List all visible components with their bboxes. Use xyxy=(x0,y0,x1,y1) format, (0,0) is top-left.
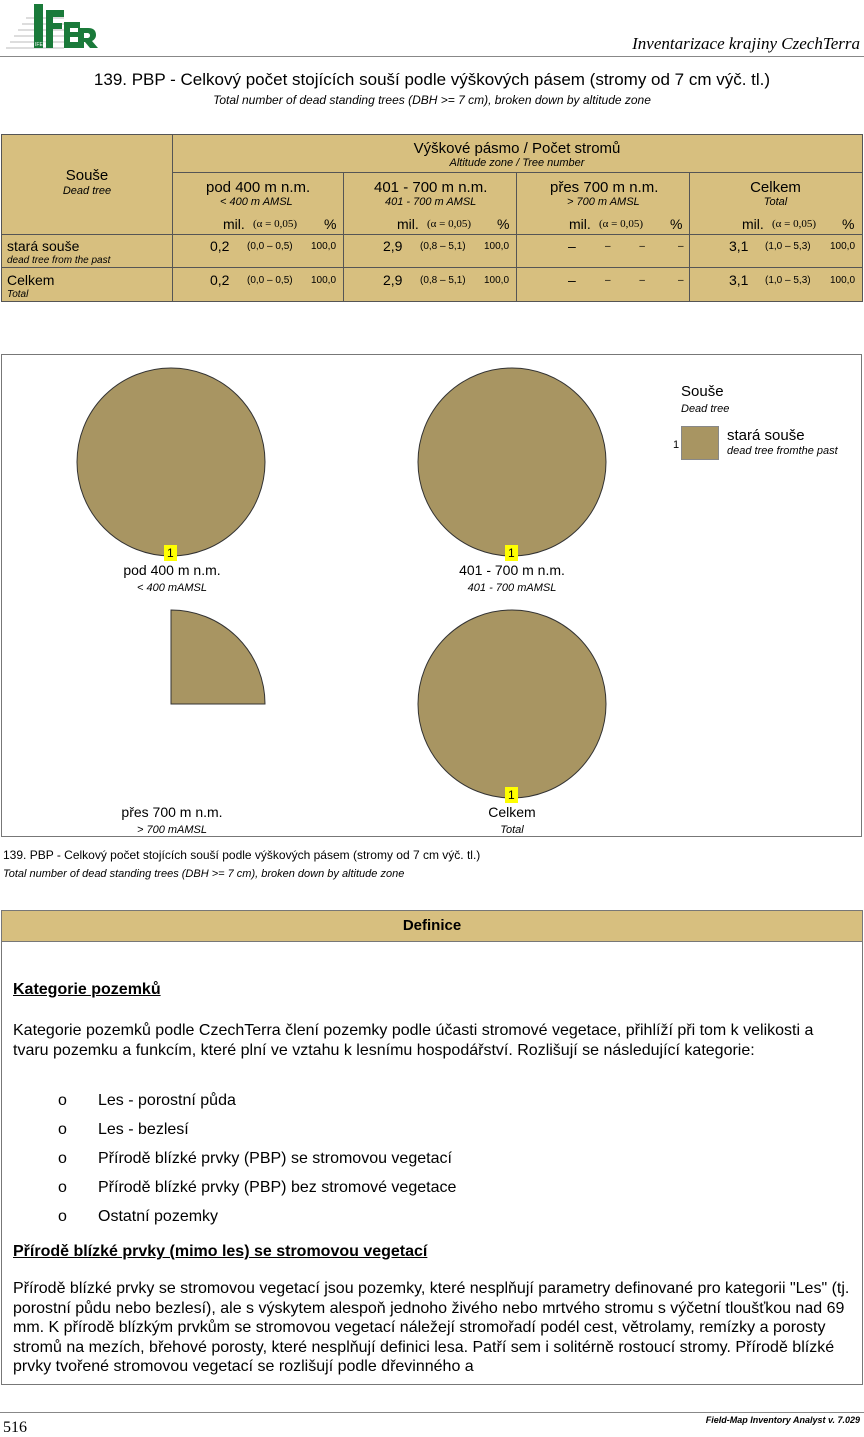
table-cell: 2,9 xyxy=(383,272,403,288)
subheader-mil: mil. xyxy=(569,216,591,232)
table-cell: (1,0 – 5,3) xyxy=(765,241,811,252)
table-cell: 100,0 xyxy=(830,241,856,252)
bullet-marker: o xyxy=(58,1092,67,1109)
pie-sublabel: < 400 mAMSL xyxy=(136,582,207,594)
footer-software: Field-Map Inventory Analyst v. 7.029 xyxy=(705,1415,860,1425)
table-cell: (0,0 – 0,5) xyxy=(247,275,293,286)
table-cell: 3,1 xyxy=(729,238,749,254)
legend-title: Souše xyxy=(681,383,724,400)
header-title: Inventarizace krajiny CzechTerra xyxy=(632,34,860,53)
chart-caption-en: Total number of dead standing trees (DBH >= 7 cm), broken down by altitude zone xyxy=(3,868,405,880)
chart-caption: 139. PBP - Celkový počet stojících souší podle výškových pásem (stromy od 7 cm výč. tl.) xyxy=(3,848,481,862)
subheader-alpha: (α = 0,05) xyxy=(772,218,817,230)
pie-chart-panel xyxy=(1,354,862,837)
subheader-pct: % xyxy=(842,216,855,232)
row-label: stará souše xyxy=(7,238,80,254)
definitions-box xyxy=(1,910,863,1385)
subheader-mil: mil. xyxy=(397,216,419,232)
footer-divider xyxy=(0,1412,864,1413)
table-cell: – – xyxy=(605,241,645,252)
legend-swatch xyxy=(681,426,719,460)
bullet-marker: o xyxy=(58,1208,67,1225)
legend-item-label: stará souše xyxy=(727,427,805,444)
row-header-en: Dead tree xyxy=(62,185,112,197)
table-cell: 100,0 xyxy=(484,275,510,286)
page-number: 516 xyxy=(3,1419,27,1436)
row-label-en: dead tree from the past xyxy=(7,255,111,266)
table-cell: – xyxy=(568,238,576,254)
group-header-en: Altitude zone / Tree number xyxy=(449,157,585,169)
group-header: Výškové pásmo / Počet stromů xyxy=(413,140,621,157)
column-header-en: < 400 m AMSL xyxy=(220,196,293,208)
subheader-mil: mil. xyxy=(742,216,764,232)
table-cell: 100,0 xyxy=(311,275,337,286)
header-divider xyxy=(0,56,864,57)
row-label: Celkem xyxy=(7,272,55,288)
pie-sublabel: > 700 mAMSL xyxy=(136,824,207,836)
row-header: Souše xyxy=(65,167,109,184)
pie-slice-label: 1 xyxy=(505,545,518,561)
legend-item-id: 1 xyxy=(673,439,680,451)
column-header: Celkem xyxy=(750,179,801,196)
legend-item-label-en: dead tree fromthe past xyxy=(727,445,838,457)
section-heading: Kategorie pozemků xyxy=(13,981,161,998)
pie-1 xyxy=(77,368,265,556)
table-cell: 100,0 xyxy=(311,241,337,252)
table-cell: (0,8 – 5,1) xyxy=(420,275,466,286)
pie-label: 401 - 700 m n.m. xyxy=(459,562,565,578)
bullet-marker: o xyxy=(58,1150,67,1167)
svg-text:IFER: IFER xyxy=(35,42,47,48)
table-cell: 3,1 xyxy=(729,272,749,288)
subheader-mil: mil. xyxy=(223,216,245,232)
subheader-alpha: (α = 0,05) xyxy=(599,218,644,230)
pie-label: pod 400 m n.m. xyxy=(123,562,221,578)
bullet-item: Les - porostní půda xyxy=(98,1092,236,1109)
pie-slice-label: 1 xyxy=(164,545,177,561)
column-header: 401 - 700 m n.m. xyxy=(374,179,488,196)
subheader-pct: % xyxy=(324,216,337,232)
pie-sublabel: 401 - 700 mAMSL xyxy=(467,582,557,594)
table-cell: 100,0 xyxy=(484,241,510,252)
pie-3 xyxy=(171,610,265,704)
table-cell: 0,2 xyxy=(210,272,230,288)
table-cell: – xyxy=(568,272,576,288)
row-label-en: Total xyxy=(7,289,29,300)
column-header-en: > 700 m AMSL xyxy=(567,196,640,208)
table-cell: 100,0 xyxy=(830,275,856,286)
table-cell: (1,0 – 5,3) xyxy=(765,275,811,286)
bullet-marker: o xyxy=(58,1179,67,1196)
pie-4 xyxy=(418,610,606,798)
pie-sublabel: Total xyxy=(500,824,524,836)
subheader-alpha: (α = 0,05) xyxy=(253,218,298,230)
definitions-header: Definice xyxy=(2,911,862,942)
pie-label: Celkem xyxy=(488,804,536,820)
ifer-logo xyxy=(4,2,100,54)
bullet-item: Přírodě blízké prvky (PBP) se stromovou vegetací xyxy=(98,1150,452,1167)
table-title: 139. PBP - Celkový počet stojících souší podle výškových pásem (stromy od 7 cm výč. tl.) xyxy=(93,70,771,89)
table-cell: – – xyxy=(605,275,645,286)
pie-slice-label: 1 xyxy=(505,787,518,803)
bullet-item: Ostatní pozemky xyxy=(98,1208,219,1225)
legend-subtitle: Dead tree xyxy=(681,403,730,415)
column-header: pod 400 m n.m. xyxy=(206,179,311,196)
pie-2 xyxy=(418,368,606,556)
bullet-marker: o xyxy=(58,1121,67,1138)
bullet-item: Les - bezlesí xyxy=(98,1121,189,1138)
bullet-item: Přírodě blízké prvky (PBP) bez stromové vegetace xyxy=(98,1179,457,1196)
subheader-alpha: (α = 0,05) xyxy=(427,218,472,230)
data-table xyxy=(1,134,863,302)
column-header: přes 700 m n.m. xyxy=(550,179,659,196)
column-header-en: 401 - 700 m AMSL xyxy=(385,196,477,208)
table-cell: (0,8 – 5,1) xyxy=(420,241,466,252)
section-heading: Přírodě blízké prvky (mimo les) se stromovou vegetací xyxy=(13,1243,428,1260)
column-header-en: Total xyxy=(763,196,788,208)
subheader-pct: % xyxy=(497,216,510,232)
table-cell: – xyxy=(678,275,684,286)
table-cell: – xyxy=(678,241,684,252)
table-cell: 2,9 xyxy=(383,238,403,254)
paragraph: Přírodě blízké prvky se stromovou vegetací jsou pozemky, které nesplňují parametry definované pro kategorii "Les" (tj. porostní půdu nebo bezlesí), ale s výskytem alespoň jednoho živého nebo mrtvého stromu s výčetní tloušťkou nad 69 mm. K přírodě blízkým prvkům se stromovou vegetací náležejí stromořadí podél cest, větrolamy, remízky a porosty stromů na mezích, břehové porosty, které nesplňují definici lesa. Patří sem i solitérně rostoucí stromy. Přírodě blízké prvky tvořené stromovou vegetací se rozlišují podle dřevinného a xyxy=(13,1280,850,1375)
table-cell: 0,2 xyxy=(210,238,230,254)
paragraph: Kategorie pozemků podle CzechTerra člení pozemky podle účasti stromové vegetace, přihlíží při tom k velikosti a tvaru pozemku a funkcím, které plní ve vztahu k lesnímu hospodářství. Rozlišují se následující kategorie: xyxy=(13,1022,814,1059)
table-subtitle: Total number of dead standing trees (DBH >= 7 cm), broken down by altitude zone xyxy=(213,93,651,107)
subheader-pct: % xyxy=(670,216,683,232)
table-cell: (0,0 – 0,5) xyxy=(247,241,293,252)
pie-label: přes 700 m n.m. xyxy=(121,804,223,820)
